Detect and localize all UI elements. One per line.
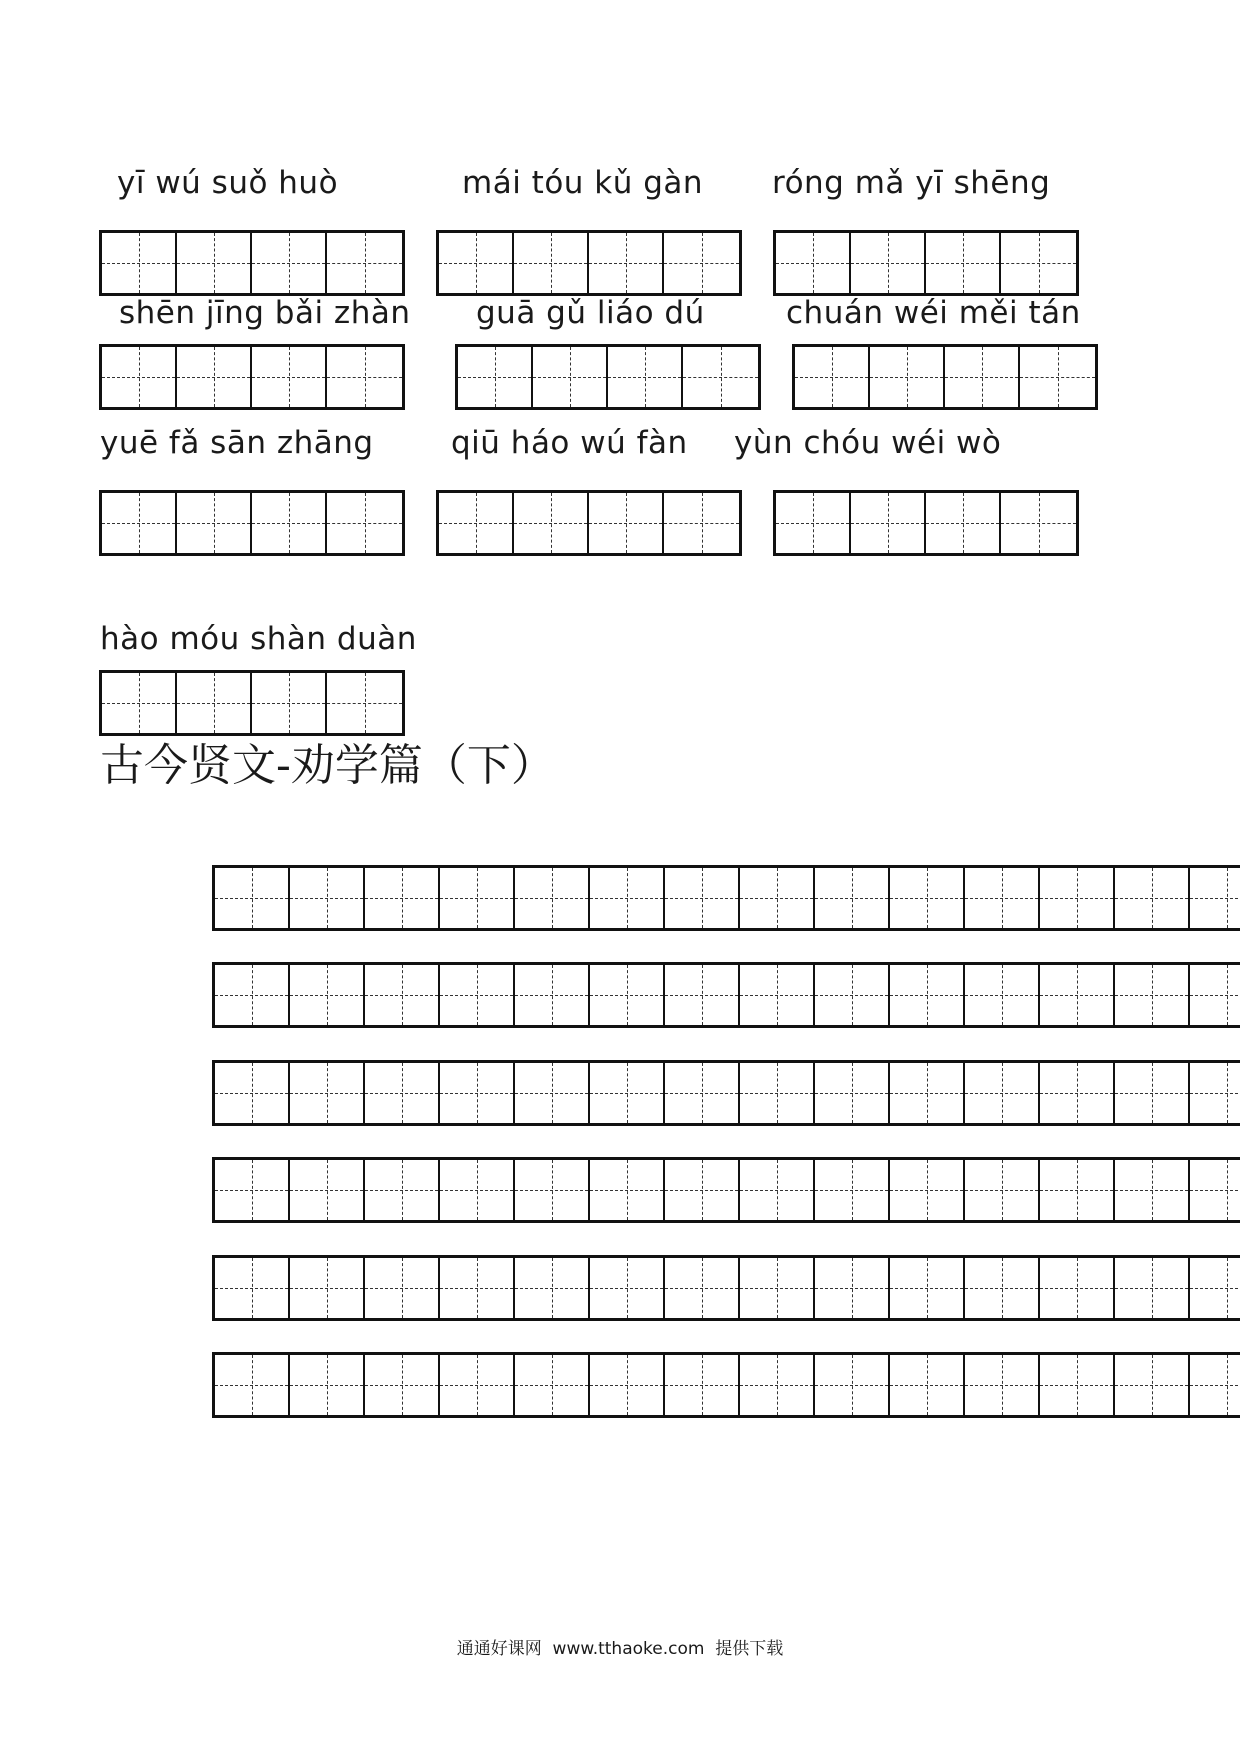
grid-cell[interactable] <box>365 868 440 928</box>
long-writing-grid[interactable] <box>212 865 1240 931</box>
grid-cell[interactable] <box>740 1063 815 1123</box>
writing-grid[interactable] <box>99 344 405 410</box>
grid-cell[interactable] <box>665 965 740 1025</box>
grid-cell[interactable] <box>740 1160 815 1220</box>
grid-cell[interactable] <box>851 493 926 553</box>
grid-cell[interactable] <box>215 1258 290 1318</box>
section-heading: 古今贤文-劝学篇（下） <box>100 740 555 791</box>
grid-cell[interactable] <box>890 868 965 928</box>
writing-grid[interactable] <box>99 490 405 556</box>
grid-cell[interactable] <box>440 1355 515 1415</box>
grid-cell[interactable] <box>776 233 851 293</box>
grid-cell[interactable] <box>365 965 440 1025</box>
grid-cell[interactable] <box>290 1160 365 1220</box>
grid-cell[interactable] <box>215 868 290 928</box>
grid-cell[interactable] <box>215 1355 290 1415</box>
grid-cell[interactable] <box>440 1258 515 1318</box>
grid-cell[interactable] <box>870 347 945 407</box>
writing-grid[interactable] <box>792 344 1098 410</box>
grid-cell[interactable] <box>439 233 514 293</box>
grid-cell[interactable] <box>515 965 590 1025</box>
grid-cell[interactable] <box>215 1063 290 1123</box>
pinyin-label: mái tóu kǔ gàn <box>462 165 704 201</box>
grid-cell[interactable] <box>589 493 664 553</box>
grid-cell[interactable] <box>515 1063 590 1123</box>
grid-cell[interactable] <box>740 1258 815 1318</box>
writing-grid[interactable] <box>436 490 742 556</box>
pinyin-label: shēn jīng bǎi zhàn <box>119 295 411 331</box>
grid-cell[interactable] <box>965 1160 1040 1220</box>
grid-cell[interactable] <box>815 1258 890 1318</box>
grid-cell[interactable] <box>215 965 290 1025</box>
grid-cell[interactable] <box>1040 1258 1115 1318</box>
grid-cell[interactable] <box>815 868 890 928</box>
grid-cell[interactable] <box>776 493 851 553</box>
writing-grid[interactable] <box>773 230 1079 296</box>
grid-cell[interactable] <box>515 1258 590 1318</box>
grid-cell[interactable] <box>1001 233 1076 293</box>
grid-cell[interactable] <box>514 233 589 293</box>
grid-cell[interactable] <box>683 347 758 407</box>
grid-cell[interactable] <box>215 1160 290 1220</box>
grid-cell[interactable] <box>327 493 402 553</box>
grid-cell[interactable] <box>815 965 890 1025</box>
grid-cell[interactable] <box>665 868 740 928</box>
grid-cell[interactable] <box>327 233 402 293</box>
grid-cell[interactable] <box>665 1160 740 1220</box>
grid-cell[interactable] <box>965 1258 1040 1318</box>
grid-cell[interactable] <box>252 233 327 293</box>
grid-cell[interactable] <box>1020 347 1095 407</box>
grid-cell[interactable] <box>102 233 177 293</box>
writing-grid[interactable] <box>773 490 1079 556</box>
grid-cell[interactable] <box>102 347 177 407</box>
grid-cell[interactable] <box>665 1355 740 1415</box>
grid-cell[interactable] <box>890 1063 965 1123</box>
grid-cell[interactable] <box>252 493 327 553</box>
grid-cell[interactable] <box>590 1160 665 1220</box>
grid-cell[interactable] <box>590 965 665 1025</box>
grid-cell[interactable] <box>365 1355 440 1415</box>
grid-cell[interactable] <box>815 1160 890 1220</box>
grid-cell[interactable] <box>440 1160 515 1220</box>
writing-grid[interactable] <box>99 670 405 736</box>
grid-cell[interactable] <box>177 347 252 407</box>
pinyin-label: guā gǔ liáo dú <box>476 295 705 331</box>
grid-cell[interactable] <box>608 347 683 407</box>
grid-cell[interactable] <box>926 233 1001 293</box>
grid-cell[interactable] <box>440 1063 515 1123</box>
grid-cell[interactable] <box>851 233 926 293</box>
grid-cell[interactable] <box>965 1063 1040 1123</box>
pinyin-label: qiū háo wú fàn <box>451 425 688 461</box>
grid-cell[interactable] <box>290 965 365 1025</box>
grid-cell[interactable] <box>740 965 815 1025</box>
grid-cell[interactable] <box>589 233 664 293</box>
long-writing-grid[interactable] <box>212 1060 1240 1126</box>
grid-cell[interactable] <box>458 347 533 407</box>
grid-cell[interactable] <box>1115 1063 1190 1123</box>
grid-cell[interactable] <box>815 1063 890 1123</box>
long-writing-grid[interactable] <box>212 1157 1240 1223</box>
grid-cell[interactable] <box>926 493 1001 553</box>
long-writing-grid[interactable] <box>212 1352 1240 1418</box>
grid-cell[interactable] <box>890 1355 965 1415</box>
grid-cell[interactable] <box>515 1355 590 1415</box>
grid-cell[interactable] <box>440 868 515 928</box>
grid-cell[interactable] <box>1190 868 1240 928</box>
writing-grid[interactable] <box>99 230 405 296</box>
writing-grid[interactable] <box>455 344 761 410</box>
grid-cell[interactable] <box>945 347 1020 407</box>
grid-cell[interactable] <box>1115 868 1190 928</box>
grid-cell[interactable] <box>795 347 870 407</box>
grid-cell[interactable] <box>327 673 402 733</box>
grid-cell[interactable] <box>1190 1160 1240 1220</box>
grid-cell[interactable] <box>177 493 252 553</box>
grid-cell[interactable] <box>815 1355 890 1415</box>
grid-cell[interactable] <box>1190 1063 1240 1123</box>
grid-cell[interactable] <box>590 1258 665 1318</box>
grid-cell[interactable] <box>290 868 365 928</box>
grid-cell[interactable] <box>514 493 589 553</box>
grid-cell[interactable] <box>665 1258 740 1318</box>
grid-cell[interactable] <box>1115 1258 1190 1318</box>
grid-cell[interactable] <box>1040 965 1115 1025</box>
grid-cell[interactable] <box>740 1355 815 1415</box>
grid-cell[interactable] <box>177 673 252 733</box>
grid-cell[interactable] <box>515 1160 590 1220</box>
grid-cell[interactable] <box>252 673 327 733</box>
grid-cell[interactable] <box>890 965 965 1025</box>
grid-cell[interactable] <box>1190 1258 1240 1318</box>
grid-cell[interactable] <box>1040 1160 1115 1220</box>
grid-cell[interactable] <box>290 1258 365 1318</box>
grid-cell[interactable] <box>1040 1063 1115 1123</box>
grid-cell[interactable] <box>664 493 739 553</box>
pinyin-label: hào móu shàn duàn <box>100 621 417 657</box>
grid-cell[interactable] <box>290 1063 365 1123</box>
pinyin-label: róng mǎ yī shēng <box>772 165 1051 201</box>
grid-cell[interactable] <box>440 965 515 1025</box>
pinyin-label: yī wú suǒ huò <box>117 165 339 201</box>
grid-cell[interactable] <box>1115 965 1190 1025</box>
grid-cell[interactable] <box>965 868 1040 928</box>
grid-cell[interactable] <box>290 1355 365 1415</box>
grid-cell[interactable] <box>327 347 402 407</box>
writing-grid[interactable] <box>436 230 742 296</box>
grid-cell[interactable] <box>1115 1160 1190 1220</box>
grid-cell[interactable] <box>665 1063 740 1123</box>
pinyin-label: chuán wéi měi tán <box>786 295 1081 331</box>
grid-cell[interactable] <box>515 868 590 928</box>
grid-cell[interactable] <box>1190 965 1240 1025</box>
pinyin-label: yuē fǎ sān zhāng <box>100 425 374 461</box>
grid-cell[interactable] <box>965 965 1040 1025</box>
grid-cell[interactable] <box>740 868 815 928</box>
grid-cell[interactable] <box>890 1258 965 1318</box>
grid-cell[interactable] <box>590 1063 665 1123</box>
grid-cell[interactable] <box>365 1258 440 1318</box>
grid-cell[interactable] <box>590 1355 665 1415</box>
long-writing-grid[interactable] <box>212 962 1240 1028</box>
footer-credit: 通通好课网 www.tthaoke.com 提供下载 <box>456 1639 784 1659</box>
grid-cell[interactable] <box>365 1160 440 1220</box>
grid-cell[interactable] <box>890 1160 965 1220</box>
grid-cell[interactable] <box>1040 1355 1115 1415</box>
grid-cell[interactable] <box>533 347 608 407</box>
grid-cell[interactable] <box>965 1355 1040 1415</box>
grid-cell[interactable] <box>102 673 177 733</box>
grid-cell[interactable] <box>664 233 739 293</box>
grid-cell[interactable] <box>1001 493 1076 553</box>
grid-cell[interactable] <box>1115 1355 1190 1415</box>
grid-cell[interactable] <box>439 493 514 553</box>
grid-cell[interactable] <box>102 493 177 553</box>
long-writing-grid[interactable] <box>212 1255 1240 1321</box>
pinyin-label: yùn chóu wéi wò <box>734 425 1002 461</box>
grid-cell[interactable] <box>1190 1355 1240 1415</box>
grid-cell[interactable] <box>365 1063 440 1123</box>
grid-cell[interactable] <box>252 347 327 407</box>
grid-cell[interactable] <box>590 868 665 928</box>
grid-cell[interactable] <box>1040 868 1115 928</box>
grid-cell[interactable] <box>177 233 252 293</box>
